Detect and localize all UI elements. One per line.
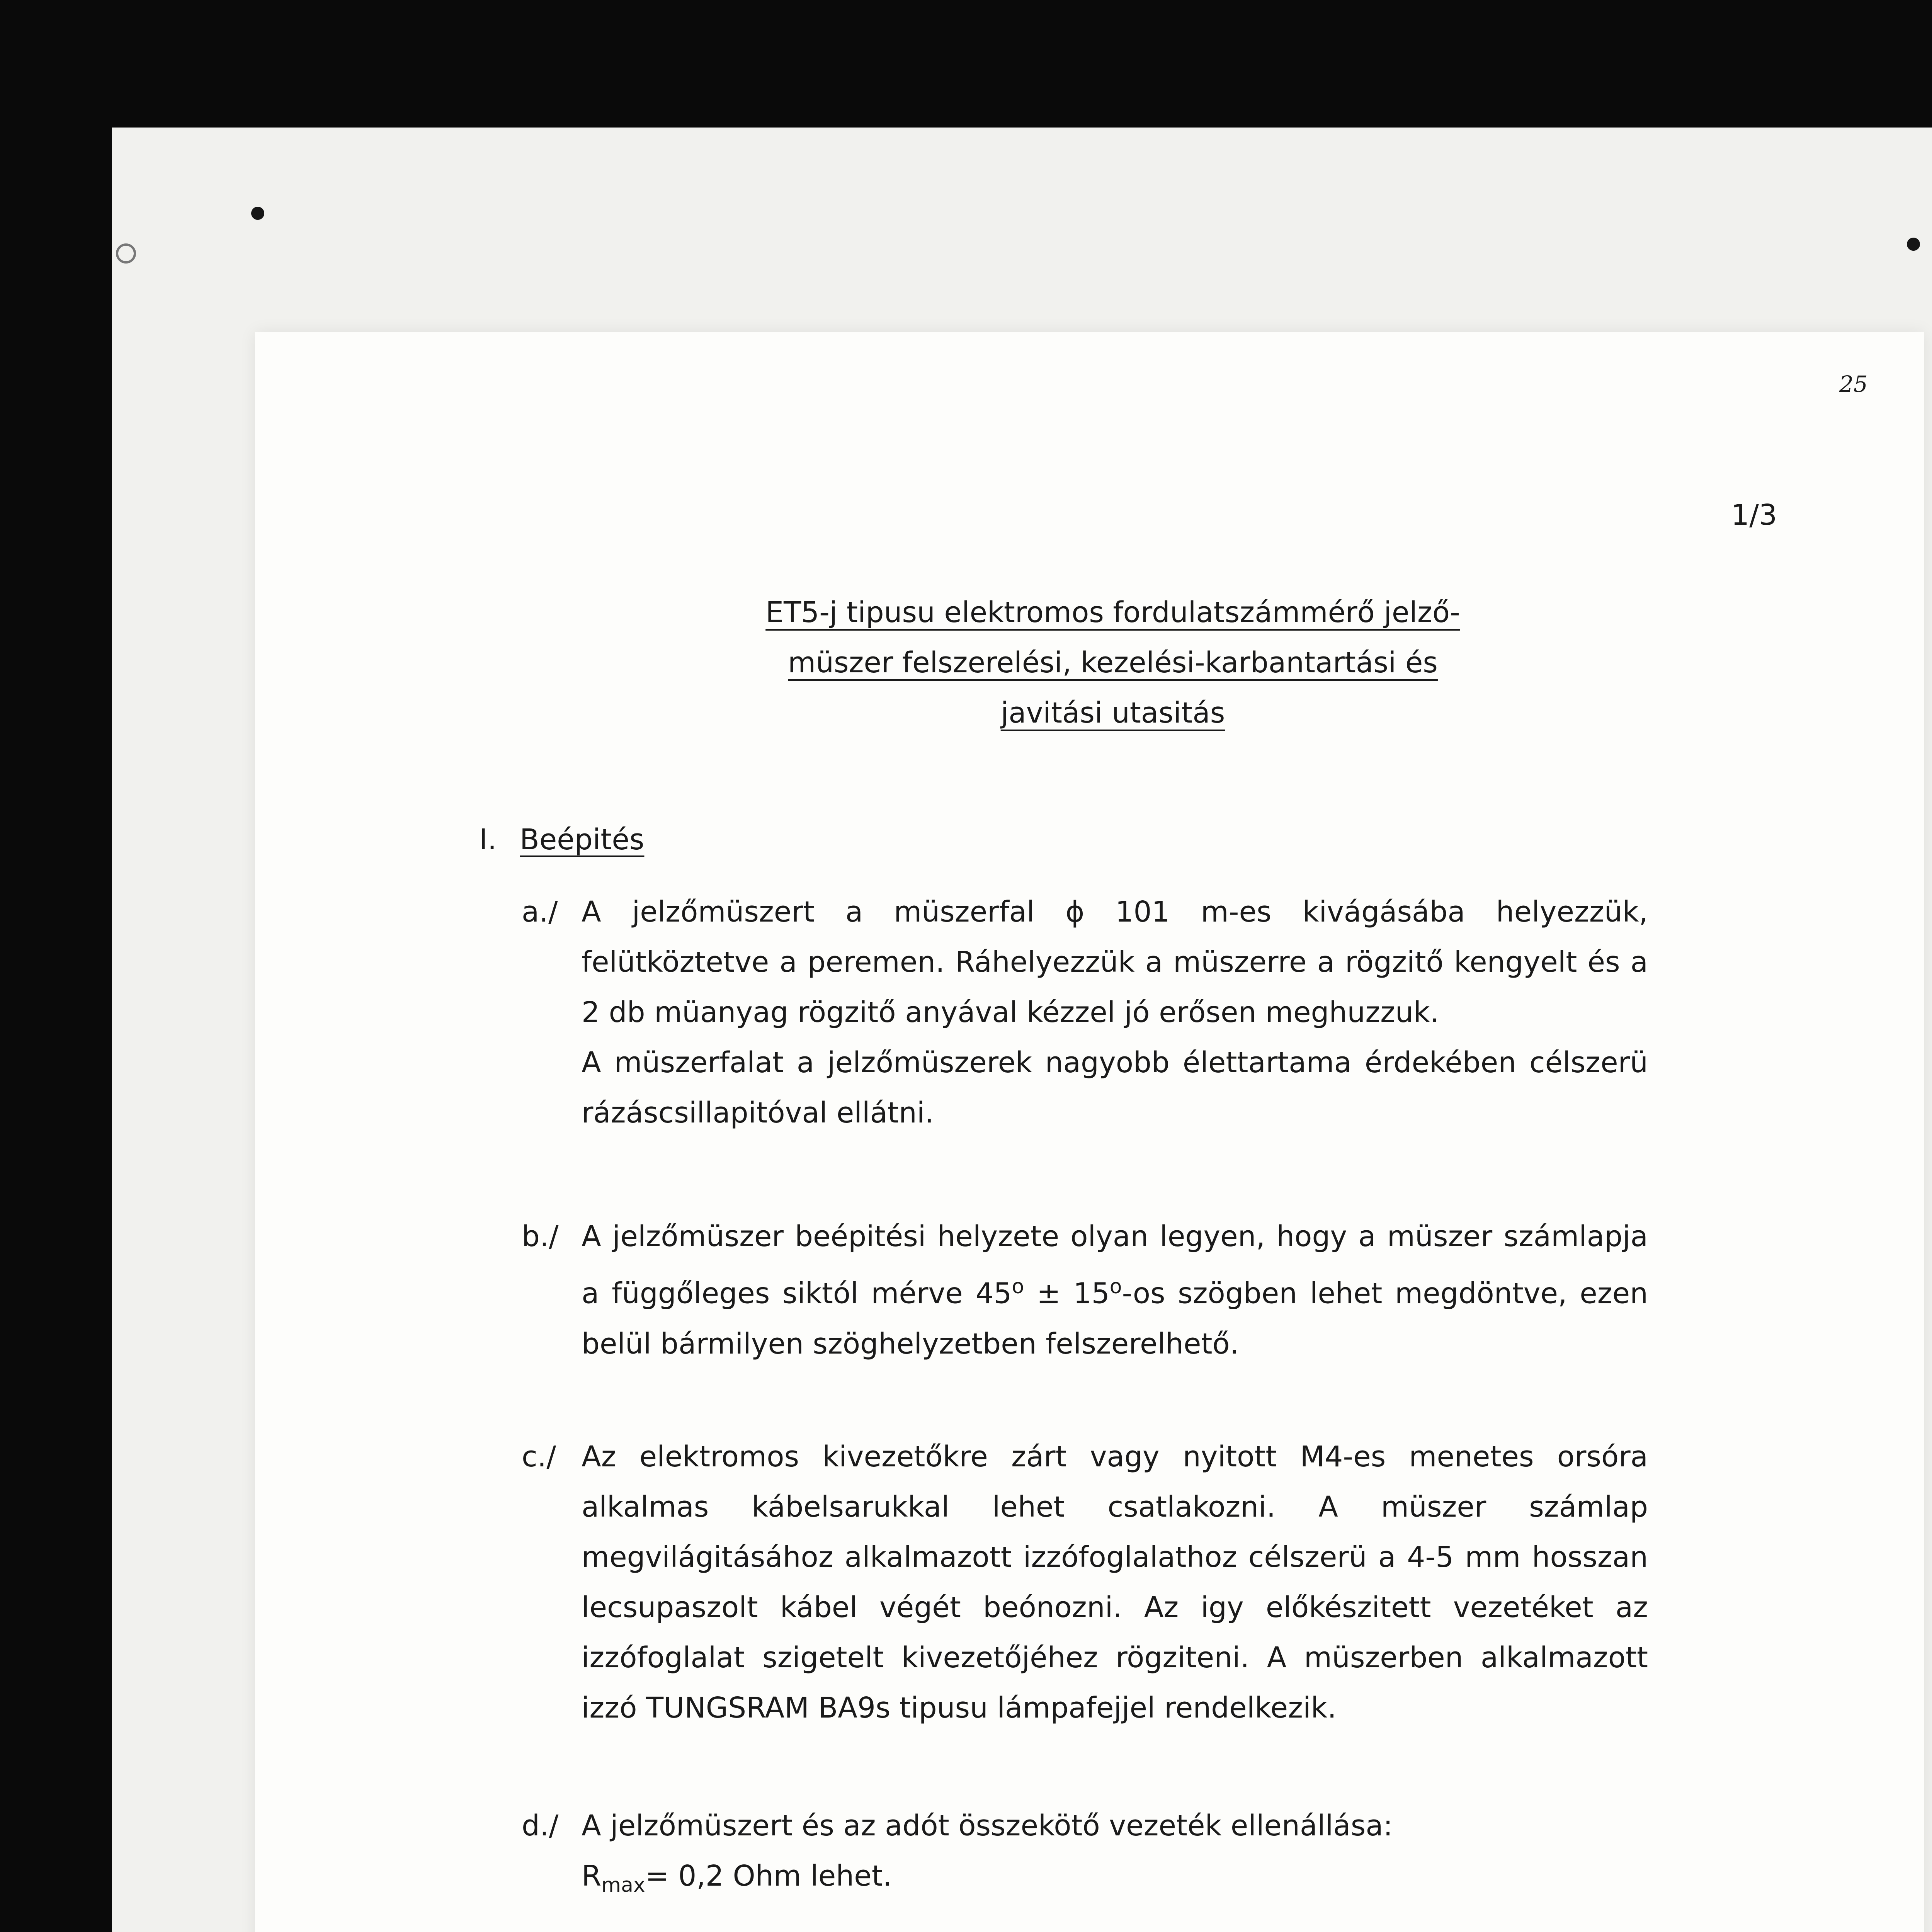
item-marker: b./ [522, 1220, 559, 1253]
item-marker: c./ [522, 1440, 556, 1473]
formula-subscript: max [601, 1873, 645, 1897]
degree-mark: o [1012, 1275, 1024, 1298]
item-marker: a./ [522, 895, 558, 929]
list-item [522, 1801, 1648, 1910]
item-text-part: A jelzőmüszer beépitési helyzete olyan legyen, hogy a müszer számlapja a függőleges siktól mérve 45 [582, 1220, 1648, 1310]
punch-hole [251, 207, 264, 220]
item-formula [582, 1851, 1648, 1910]
archive-number: 25 [1839, 371, 1868, 397]
list-item [522, 887, 1648, 1138]
item-text [582, 1211, 1648, 1369]
item-text: A jelzőmüszert a müszerfal ϕ 101 m-es kivágásába helyezzük, felütköztetve a peremen. Ráhelyezzük a müszerre a rögzitő kengyelt és a 2 db müanyag rögzitő anyával kézzel jó erősen meghuzzuk. [582, 895, 1648, 1029]
formula-symbol: R [582, 1859, 602, 1893]
list-item [522, 1211, 1648, 1369]
item-text: A jelzőmüszert és az adót összekötő vezeték ellenállása: [582, 1809, 1393, 1842]
section-number: I. [479, 823, 497, 856]
item-text-part: 15 [1073, 1277, 1110, 1310]
title-line: müszer felszerelési, kezelési-karbantartási és [788, 646, 1438, 679]
section-heading [479, 823, 644, 856]
item-text-part: -os szögben lehet megdöntve, ezen belül bármilyen szöghelyzetben felszerelhető. [582, 1277, 1648, 1361]
formula-value: = 0,2 Ohm lehet. [645, 1859, 892, 1893]
document-title [657, 587, 1569, 738]
list-item [522, 1432, 1648, 1733]
plus-minus: ± [1036, 1277, 1061, 1310]
punch-hole [1907, 238, 1920, 251]
page-number: 1/3 [1731, 498, 1777, 532]
title-line: javitási utasitás [1000, 696, 1225, 730]
item-text: A müszerfalat a jelzőmüszerek nagyobb élettartama érdekében célszerü rázáscsillapitóval ellátni. [582, 1046, 1648, 1129]
item-marker: d./ [522, 1809, 559, 1842]
title-line: ET5-j tipusu elektromos fordulatszámmérő jelző- [765, 596, 1460, 629]
ring-mark [116, 243, 136, 264]
section-title: Beépités [520, 823, 645, 856]
degree-mark: o [1109, 1275, 1122, 1298]
item-text: Az elektromos kivezetőkre zárt vagy nyitott M4-es menetes orsóra alkalmas kábelsarukkal lehet csatlakozni. A müszer számlap megvilágitásához alkalmazott izzófoglalathoz célszerü a 4-5 mm hosszan lecsupaszolt kábel végét beónozni. Az igy előkészitett vezetéket az izzófoglalat szigetelt kivezetőjéhez rögziteni. A müszerben alkalmazott izzó TUNGSRAM BA9s tipusu lámpafejjel rendelkezik. [582, 1440, 1648, 1725]
